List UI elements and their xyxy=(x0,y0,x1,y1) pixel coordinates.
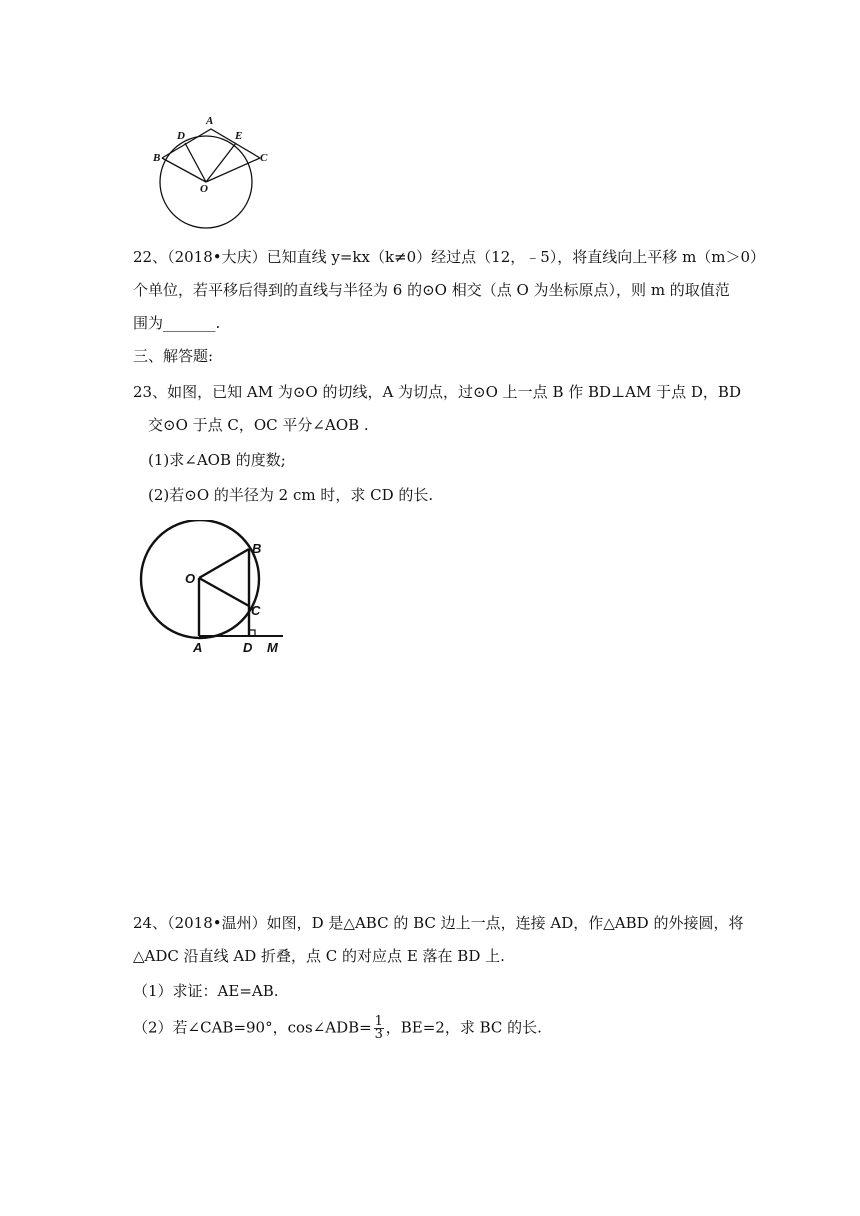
label-a: A xyxy=(206,115,214,127)
label-d: D xyxy=(243,640,253,655)
label-o: O xyxy=(200,183,208,195)
q23-line-2: 交⊙O 于点 C，OC 平分∠AOB . xyxy=(148,416,369,434)
label-m: M xyxy=(267,640,278,655)
fraction-denominator: 3 xyxy=(374,1027,383,1042)
q22-line-1: 22、（2018•大庆）已知直线 y=kx（k≠0）经过点（12，﹣5），将直线向上平移 m（m＞0） xyxy=(133,248,766,266)
q24-part-2 xyxy=(133,1016,542,1041)
label-c: C xyxy=(260,152,268,164)
label-e: E xyxy=(235,130,243,142)
figure-circle-tangent xyxy=(150,112,270,232)
fraction-one-third xyxy=(374,1016,384,1041)
label-a: A xyxy=(193,640,203,655)
q22-line-3: 围为_______. xyxy=(133,314,221,332)
q24-part-1: （1）求证：AE=AB. xyxy=(133,982,279,1000)
q23-part-1: (1)求∠AOB 的度数; xyxy=(148,451,286,469)
section-title: 三、解答题: xyxy=(133,347,214,365)
figure-circle-tangent-am xyxy=(135,520,295,658)
q24-line-2: △ADC 沿直线 AD 折叠，点 C 的对应点 E 落在 BD 上. xyxy=(133,947,505,965)
label-c: C xyxy=(251,603,261,618)
label-b: B xyxy=(153,152,161,164)
q24-line-1: 24、（2018•温州）如图，D 是△ABC 的 BC 边上一点，连接 AD，作△ABD 的外接圆，将 xyxy=(133,914,744,932)
label-o: O xyxy=(185,571,196,586)
q24-part-2-prefix: （2）若∠CAB=90°，cos∠ADB= xyxy=(133,1018,372,1037)
q23-line-1: 23、如图，已知 AM 为⊙O 的切线，A 为切点，过⊙O 上一点 B 作 BD⊥AM 于点 D，BD xyxy=(133,383,741,401)
label-d: D xyxy=(177,130,185,142)
fraction-numerator: 1 xyxy=(374,1014,383,1029)
q23-part-2: (2)若⊙O 的半径为 2 cm 时，求 CD 的长. xyxy=(148,486,434,504)
q24-part-2-suffix: ，BE=2，求 BC 的长. xyxy=(385,1018,542,1037)
q22-line-2: 个单位，若平移后得到的直线与半径为 6 的⊙O 相交（点 O 为坐标原点），则 m 的取值范 xyxy=(133,281,730,299)
label-b: B xyxy=(252,541,262,556)
